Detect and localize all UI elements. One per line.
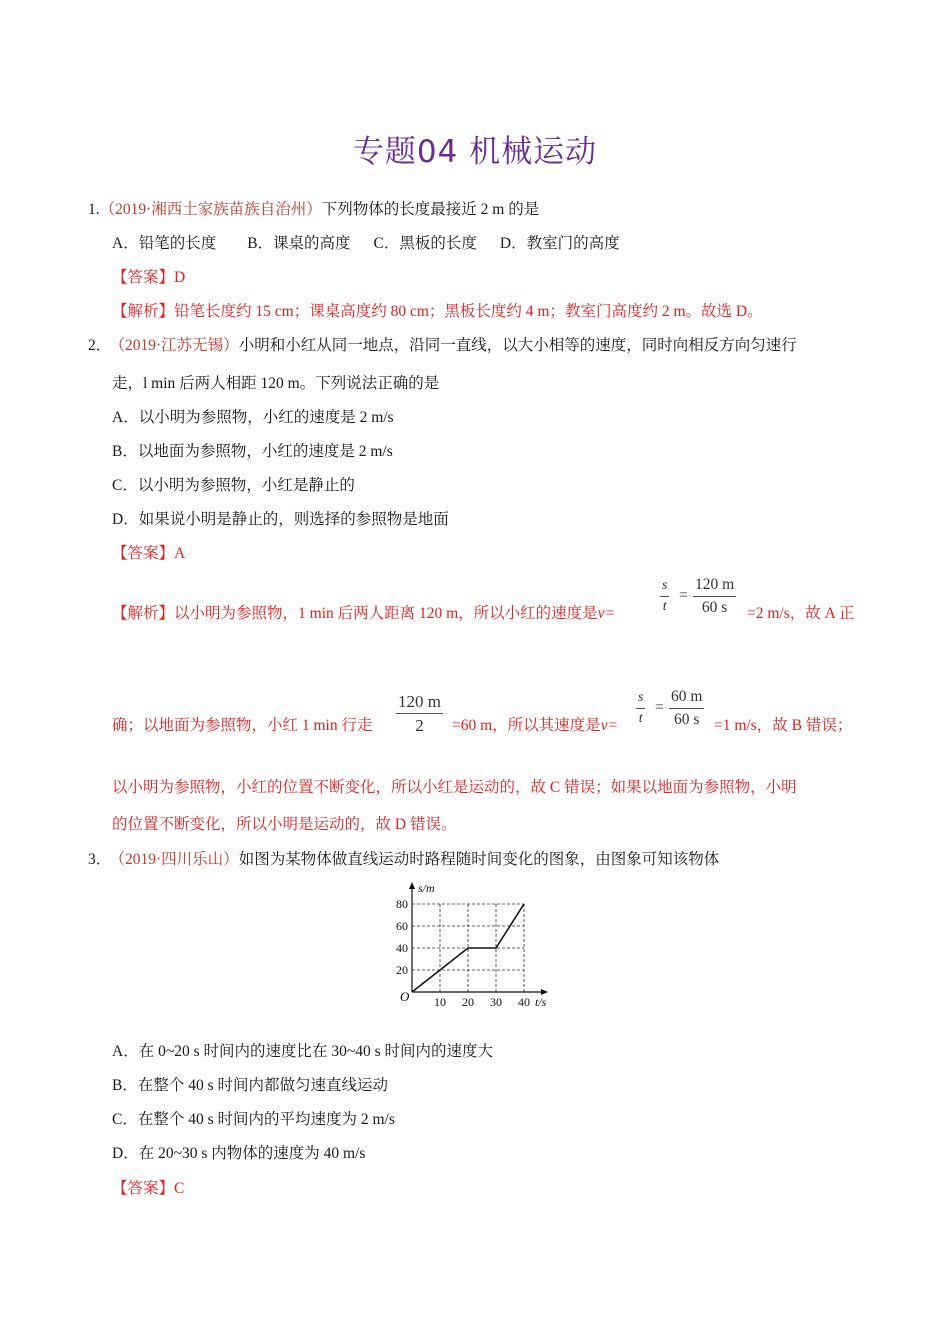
distance-time-chart bbox=[390, 872, 565, 1012]
answer-label: 【答案】 bbox=[112, 269, 175, 286]
fraction-60m-over-60s bbox=[669, 689, 704, 727]
x-tick-label: 10 bbox=[434, 995, 446, 1009]
equals-sign: = bbox=[679, 587, 688, 604]
y-axis-arrow bbox=[409, 882, 415, 889]
question-source: （2019·湘西土家族苗族自治州） bbox=[99, 201, 322, 218]
analysis-2-line-4: 的位置不断变化，所以小明是运动的，故 D 错误。 bbox=[112, 816, 457, 833]
option-d: D．教室门的高度 bbox=[499, 235, 620, 252]
option-a: A．以小明为参照物，小红的速度是 2 m/s bbox=[112, 409, 394, 426]
option-d: D．在 20~30 s 内物体的速度为 40 m/s bbox=[112, 1145, 366, 1162]
fraction-120m-over-60s bbox=[693, 577, 736, 615]
answer-value: C bbox=[174, 1180, 185, 1197]
fraction-denominator: 2 bbox=[396, 713, 443, 734]
question-source: （2019·江苏无锡） bbox=[117, 337, 239, 354]
question-source: （2019·四川乐山） bbox=[117, 851, 239, 868]
velocity-symbol: v= bbox=[597, 605, 616, 622]
velocity-symbol: v= bbox=[600, 717, 619, 734]
y-axis-label: s/m bbox=[418, 881, 435, 895]
fraction-numerator: s bbox=[638, 690, 644, 705]
analysis-1 bbox=[112, 299, 763, 321]
option-a: A．在 0~20 s 时间内的速度比在 30~40 s 时间内的速度大 bbox=[112, 1043, 494, 1060]
answer-3 bbox=[112, 1176, 184, 1198]
fraction-s-over-t bbox=[660, 579, 669, 614]
fraction-numerator: 120 m bbox=[398, 692, 441, 711]
question-text: 如图为某物体做直线运动时路程随时间变化的图象，由图象可知该物体 bbox=[238, 851, 720, 868]
x-tick-label: 40 bbox=[518, 995, 530, 1009]
answer-1 bbox=[112, 265, 185, 287]
analysis-text: 铅笔长度约 15 cm；课桌高度约 80 cm；黑板长度约 4 m；教室门高度约 2 m。故选 D。 bbox=[174, 303, 763, 320]
answer-label: 【答案】 bbox=[112, 545, 175, 562]
question-2-stem bbox=[88, 333, 797, 355]
analysis-2-line-2-end: =1 m/s，故 B 错误； bbox=[714, 717, 853, 734]
option-a: A．铅笔的长度 bbox=[112, 235, 217, 252]
option-b: B．在整个 40 s 时间内都做匀速直线运动 bbox=[112, 1077, 388, 1094]
analysis-text: =60 m，所以其速度是 bbox=[452, 717, 601, 734]
x-tick-label: 20 bbox=[462, 995, 474, 1009]
analysis-2-line-1 bbox=[112, 601, 615, 623]
answer-label: 【答案】 bbox=[112, 1180, 175, 1197]
fraction-120m-over-2 bbox=[396, 693, 443, 734]
analysis-label: 【解析】 bbox=[112, 303, 175, 320]
question-number: 1. bbox=[88, 201, 100, 218]
answer-2 bbox=[112, 541, 185, 563]
fraction-denominator: t bbox=[660, 596, 669, 614]
x-axis-label: t/s bbox=[535, 995, 547, 1009]
option-c: C．以小明为参照物，小红是静止的 bbox=[112, 477, 355, 494]
y-tick-label: 80 bbox=[396, 897, 408, 911]
page-title: 专题04 机械运动 bbox=[352, 134, 598, 170]
question-1-stem bbox=[88, 197, 539, 219]
question-2-stem-continued: 走，l min 后两人相距 120 m。下列说法正确的是 bbox=[112, 375, 440, 392]
fraction-s-over-t bbox=[636, 691, 645, 726]
answer-value: D bbox=[174, 269, 186, 286]
analysis-text: 以小明为参照物，1 min 后两人距离 120 m，所以小红的速度是 bbox=[174, 605, 598, 622]
question-text: 小明和小红从同一地点，沿同一直线，以大小相等的速度，同时向相反方向匀速行 bbox=[238, 337, 797, 354]
fraction-denominator: 60 s bbox=[669, 708, 704, 728]
analysis-2-line-1-end: =2 m/s，故 A 正 bbox=[747, 605, 855, 622]
option-c: C．在整个 40 s 时间内的平均速度为 2 m/s bbox=[112, 1111, 395, 1128]
fraction-numerator: 60 m bbox=[671, 688, 703, 705]
question-number: 2． bbox=[88, 337, 112, 354]
equals-sign: = bbox=[655, 699, 664, 716]
option-d: D．如果说小明是静止的，则选择的参照物是地面 bbox=[112, 511, 449, 528]
question-3-stem bbox=[88, 847, 719, 869]
y-tick-label: 60 bbox=[396, 919, 408, 933]
option-b: B．课桌的高度 bbox=[247, 235, 351, 252]
analysis-2-line-2: 确；以地面为参照物，小红 1 min 行走 bbox=[112, 717, 373, 734]
answer-value: A bbox=[174, 545, 186, 562]
fraction-denominator: 60 s bbox=[693, 596, 736, 616]
origin-label: O bbox=[400, 989, 410, 1004]
x-tick-label: 30 bbox=[490, 995, 502, 1009]
analysis-2-line-3: 以小明为参照物，小红的位置不断变化，所以小红是运动的，故 C 错误；如果以地面为参照物，小明 bbox=[112, 779, 797, 796]
y-tick-label: 40 bbox=[396, 941, 408, 955]
option-b: B．以地面为参照物，小红的速度是 2 m/s bbox=[112, 443, 393, 460]
question-number: 3． bbox=[88, 851, 112, 868]
question-1-options bbox=[112, 231, 620, 253]
question-text: 下列物体的长度最接近 2 m 的是 bbox=[321, 201, 540, 218]
fraction-numerator: s bbox=[662, 578, 668, 593]
analysis-label: 【解析】 bbox=[112, 605, 175, 622]
fraction-denominator: t bbox=[636, 708, 645, 726]
option-c: C．黑板的长度 bbox=[373, 235, 477, 252]
analysis-2-line-2-mid bbox=[452, 713, 618, 735]
fraction-numerator: 120 m bbox=[695, 576, 735, 593]
y-tick-label: 20 bbox=[396, 963, 408, 977]
